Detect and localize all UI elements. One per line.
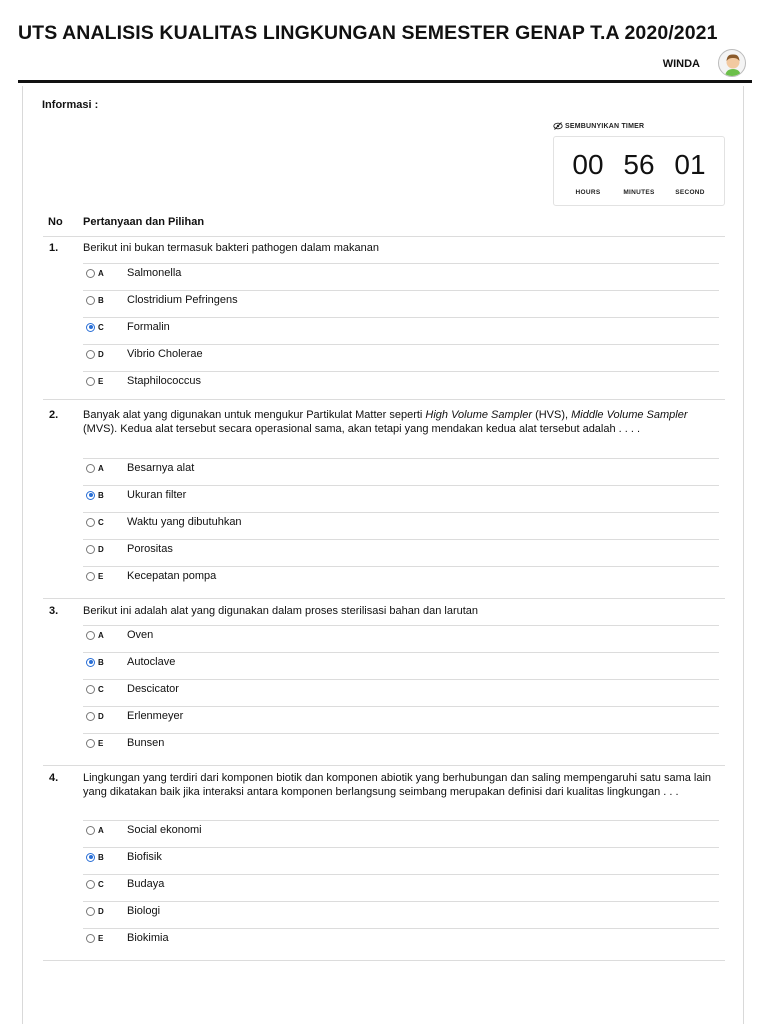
- divider: [83, 458, 719, 459]
- divider: [83, 344, 719, 345]
- question-3-text: Berikut ini adalah alat yang digunakan dalam proses sterilisasi bahan dan larutan: [83, 605, 479, 617]
- question-3-option-d[interactable]: [86, 709, 183, 723]
- timer-hours: [563, 149, 613, 196]
- option-text: Biologi: [127, 905, 161, 917]
- option-text: Vibrio Cholerae: [127, 348, 203, 360]
- option-text: Kecepatan pompa: [127, 570, 217, 582]
- column-header-question: Pertanyaan dan Pilihan: [83, 216, 205, 228]
- option-text: Biofisik: [127, 851, 162, 863]
- timer-seconds-value: 01: [674, 149, 706, 180]
- question-divider: [43, 960, 725, 961]
- divider: [83, 485, 719, 486]
- option-text: Erlenmeyer: [127, 710, 184, 722]
- question-1-option-c[interactable]: [86, 320, 170, 334]
- option-text: Salmonella: [127, 267, 182, 279]
- divider: [83, 317, 719, 318]
- question-4-number: 4.: [49, 772, 59, 784]
- question-4-option-e[interactable]: [86, 931, 169, 945]
- question-1-number: 1.: [49, 242, 59, 254]
- option-letter: E: [98, 738, 104, 748]
- option-letter: D: [98, 349, 104, 359]
- divider: [83, 928, 719, 929]
- question-2-option-a[interactable]: [86, 461, 194, 475]
- radio-button[interactable]: [86, 296, 95, 305]
- divider: [83, 901, 719, 902]
- question-2-text-part: (HVS),: [532, 409, 572, 421]
- option-text: Budaya: [127, 878, 165, 890]
- eye-slash-icon: [553, 122, 563, 130]
- divider: [83, 625, 719, 626]
- question-divider: [43, 598, 725, 599]
- timer-seconds: [665, 149, 715, 196]
- divider: [83, 566, 719, 567]
- divider: [83, 733, 719, 734]
- option-text: Social ekonomi: [127, 824, 202, 836]
- question-2-text-italic: Middle Volume Sampler: [571, 409, 688, 421]
- option-text: Biokimia: [127, 932, 169, 944]
- question-4-option-d[interactable]: [86, 904, 160, 918]
- radio-button[interactable]: [86, 685, 95, 694]
- divider: [83, 652, 719, 653]
- question-3-option-a[interactable]: [86, 628, 153, 642]
- question-2-option-c[interactable]: [86, 515, 242, 529]
- divider: [83, 290, 719, 291]
- info-label: Informasi :: [42, 99, 99, 111]
- option-letter: E: [98, 933, 104, 943]
- question-3-option-b[interactable]: [86, 655, 175, 669]
- radio-button[interactable]: [86, 518, 95, 527]
- header-divider: [18, 80, 752, 83]
- radio-button[interactable]: [86, 712, 95, 721]
- option-letter: C: [98, 879, 104, 889]
- page-header: [0, 0, 768, 84]
- option-letter: C: [98, 517, 104, 527]
- timer-minutes-label: MINUTES: [623, 189, 655, 196]
- question-divider: [43, 399, 725, 400]
- option-letter: A: [98, 825, 104, 835]
- option-text: Ukuran filter: [127, 489, 187, 501]
- option-letter: D: [98, 906, 104, 916]
- question-4-option-c[interactable]: [86, 877, 164, 891]
- option-text: Besarnya alat: [127, 462, 195, 474]
- option-text: Waktu yang dibutuhkan: [127, 516, 242, 528]
- option-text: Staphilococcus: [127, 375, 201, 387]
- radio-button[interactable]: [86, 269, 95, 278]
- option-text: Bunsen: [127, 737, 165, 749]
- radio-button[interactable]: [86, 739, 95, 748]
- question-1-option-a[interactable]: [86, 266, 181, 280]
- radio-button-selected[interactable]: [86, 491, 95, 500]
- table-header-divider: [43, 236, 725, 237]
- question-2-number: 2.: [49, 409, 59, 421]
- option-text: Autoclave: [127, 656, 176, 668]
- option-letter: B: [98, 295, 104, 305]
- divider: [83, 679, 719, 680]
- radio-button[interactable]: [86, 631, 95, 640]
- timer-minutes-value: 56: [623, 149, 655, 180]
- option-letter: A: [98, 463, 104, 473]
- radio-button[interactable]: [86, 572, 95, 581]
- question-1-text: Berikut ini bukan termasuk bakteri pathogen dalam makanan: [83, 242, 379, 254]
- option-letter: A: [98, 268, 104, 278]
- user-name[interactable]: WINDA: [662, 58, 700, 70]
- question-2-option-b[interactable]: [86, 488, 186, 502]
- timer-minutes: [614, 149, 664, 196]
- option-text: Formalin: [127, 321, 170, 333]
- question-1-option-d[interactable]: [86, 347, 203, 361]
- question-2-text-part: (MVS). Kedua alat tersebut secara operasional sama, akan tetapi yang mendakan kedua alat tersebut adalah . . . .: [83, 423, 641, 435]
- divider: [83, 820, 719, 821]
- question-2-text-part: Banyak alat yang digunakan untuk mengukur Partikulat Matter seperti: [83, 409, 426, 421]
- option-letter: B: [98, 657, 104, 667]
- option-text: Porositas: [127, 543, 173, 555]
- radio-button[interactable]: [86, 907, 95, 916]
- radio-button[interactable]: [86, 880, 95, 889]
- column-header-no: No: [48, 216, 63, 228]
- question-2-option-e[interactable]: [86, 569, 216, 583]
- option-letter: C: [98, 684, 104, 694]
- option-letter: B: [98, 852, 104, 862]
- option-text: Clostridium Pefringens: [127, 294, 238, 306]
- timer-hours-value: 00: [572, 149, 604, 180]
- option-text: Oven: [127, 629, 154, 641]
- option-letter: A: [98, 630, 104, 640]
- option-text: Descicator: [127, 683, 179, 695]
- option-letter: E: [98, 571, 104, 581]
- question-3-option-c[interactable]: [86, 682, 179, 696]
- radio-button[interactable]: [86, 464, 95, 473]
- divider: [83, 512, 719, 513]
- question-2-option-d[interactable]: [86, 542, 173, 556]
- radio-button[interactable]: [86, 377, 95, 386]
- divider: [83, 263, 719, 264]
- radio-button[interactable]: [86, 350, 95, 359]
- radio-button-selected[interactable]: [86, 853, 95, 862]
- question-3-number: 3.: [49, 605, 59, 617]
- divider: [83, 539, 719, 540]
- timer-seconds-label: SECOND: [675, 189, 705, 196]
- divider: [83, 706, 719, 707]
- radio-button[interactable]: [86, 826, 95, 835]
- timer-hours-label: HOURS: [575, 189, 601, 196]
- hide-timer-toggle[interactable]: [553, 122, 644, 130]
- radio-button[interactable]: [86, 934, 95, 943]
- divider: [83, 371, 719, 372]
- exam-title: UTS ANALISIS KUALITAS LINGKUNGAN SEMESTER GENAP T.A 2020/2021: [18, 22, 718, 44]
- user-avatar-icon[interactable]: [718, 49, 746, 77]
- radio-button-selected[interactable]: [86, 658, 95, 667]
- question-4-text: Lingkungan yang terdiri dari komponen biotik dan komponen abiotik yang berhubungan dan saling mempengaruhi satu sama lain yang dikatakan baik jika interaksi antara komponen berlangsung seimbang merupakan definisi dari kualitas lingkungan . . .: [83, 772, 712, 798]
- question-4-option-b[interactable]: [86, 850, 162, 864]
- countdown-timer: [553, 136, 725, 206]
- option-letter: C: [98, 322, 104, 332]
- hide-timer-label: SEMBUNYIKAN TIMER: [565, 122, 645, 130]
- option-letter: B: [98, 490, 104, 500]
- question-2-text: [83, 408, 723, 436]
- question-4-option-a[interactable]: [86, 823, 202, 837]
- radio-button-selected[interactable]: [86, 323, 95, 332]
- divider: [83, 874, 719, 875]
- question-3-option-e[interactable]: [86, 736, 164, 750]
- option-letter: E: [98, 376, 104, 386]
- option-letter: D: [98, 711, 104, 721]
- radio-button[interactable]: [86, 545, 95, 554]
- divider: [83, 847, 719, 848]
- question-2-text-italic: High Volume Sampler: [425, 409, 533, 421]
- question-1-option-b[interactable]: [86, 293, 238, 307]
- option-letter: D: [98, 544, 104, 554]
- question-divider: [43, 765, 725, 766]
- question-1-option-e[interactable]: [86, 374, 201, 388]
